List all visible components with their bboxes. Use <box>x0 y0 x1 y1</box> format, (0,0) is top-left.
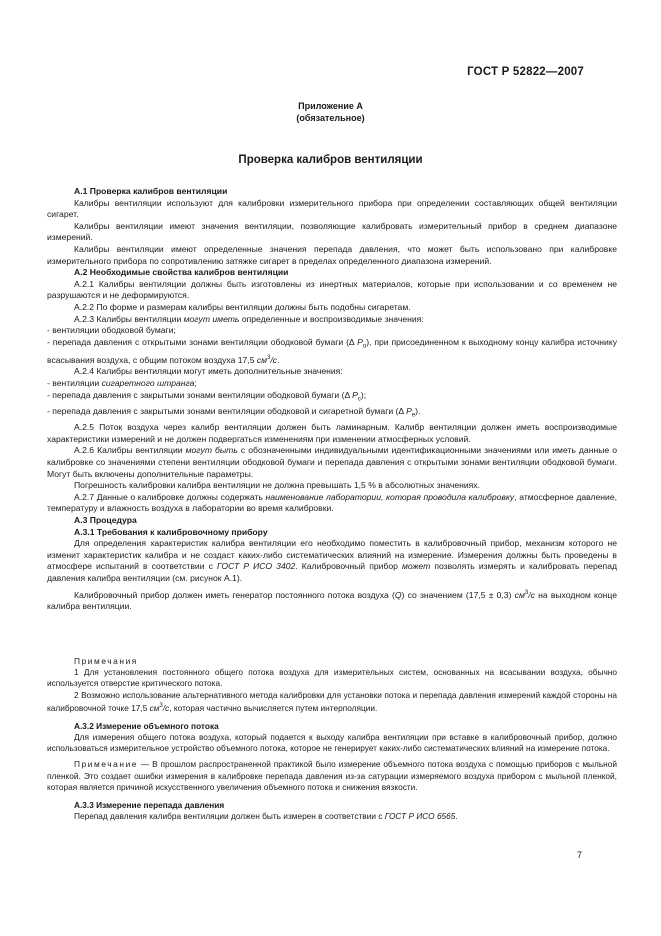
paragraph: Калибровочный прибор должен иметь генератор постоянного потока воздуха (Q) со значением (17,5 ± 0,3) $см^3/с$ на выходном конце калибра вентиляции. <box>47 589 617 612</box>
clause-a26: А.2.6 Калибры вентиляции могут быть с обозначенными индивидуальными идентификационными значениями или иметь данные о калибровке со значениями степени вентиляции ободковой бумаги и перепада давления с открытыми зонами вентиляции ободковой бумаги. Могут быть включены дополнительные параметры. <box>47 445 617 479</box>
a32-note: Примечание — В прошлом распространенной практикой было измерение объемного потока воздуха с помощью приборов с мыльной пленкой. Это создает ошибки измерения в калибровке перепада давления из-за сатурации измеряемого воздуха прибором с мыльной пленкой, которая является причиной искусственного увеличения объемного потока и снижения вязкости. <box>47 759 617 792</box>
text-block-1 <box>47 186 617 613</box>
note-1: 1 Для установления постоянного общего потока воздуха для измерительных систем, основанных на всасывании воздуха, обычно используется отверстие критического потока. <box>47 667 617 689</box>
section-a1-heading: А.1 Проверка калибров вентиляции <box>74 186 228 196</box>
paragraph: Перепад давления калибра вентиляции должен быть измерен в соответствии с ГОСТ Р ИСО 6565. <box>74 811 458 822</box>
section-a31-heading: А.3.1 Требования к калибровочному прибору <box>74 526 268 537</box>
appendix-title: Приложение А <box>298 101 363 111</box>
section-a2-heading: А.2 Необходимые свойства калибров вентиляции <box>74 267 289 278</box>
clause-a27: А.2.7 Данные о калибровке должны содержать наименование лаборатории, которая проводила калибровку, атмосферное давление, температуру и влажность воздуха в лаборатории во время калибровки. <box>47 491 617 514</box>
list-item: - перепада давления с закрытыми зонами вентиляции ободковой и сигаретной бумаги (Δ $P_e$). <box>47 405 421 419</box>
section-a32-heading: А.3.2 Измерение объемного потока <box>74 720 219 731</box>
section-a3-heading: А.3 Процедура <box>74 515 137 526</box>
paragraph: Для измерения общего потока воздуха, который подается к выходу калибра вентиляции при вставке в калибровочный прибор, должно использоваться измерительное устройство объемного потока, которое не генерирует каких-либо систематических влияний на измерение потока. <box>47 731 617 754</box>
clause-a21: А.2.1 Калибры вентиляции должны быть изготовлены из инертных материалов, которые при использовании и со временем не разрушаются и не деформируются. <box>47 278 617 301</box>
note-2: 2 Возможно использование альтернативного метода калибровки для установки потока и перепада давления измерений каждой стороны на калибровочной точке 17,5 $см^3/с$, которая частично вычисляется путем интерполяции. <box>47 689 617 713</box>
clause-a24: А.2.4 Калибры вентиляции могут иметь дополнительные значения: <box>74 366 343 377</box>
clause-a23: А.2.3 Калибры вентиляции могут иметь определенные и воспроизводимые значения: <box>74 313 424 324</box>
document-code: ГОСТ Р 52822—2007 <box>467 66 584 78</box>
main-title: Проверка калибров вентиляции <box>238 154 423 166</box>
page-number: 7 <box>576 850 582 860</box>
list-item: - перепада давления с открытыми зонами вентиляции ободковой бумаги (Δ $P_o$), при присоединенном к выходному концу калибра источнику всасывания воздуха, с общим потоком воздуха 17,5 $см^3/с$. <box>47 336 617 365</box>
paragraph: Калибры вентиляции имеют значения вентиляции, позволяющие калибровать измерительный прибор в среднем диапазоне измерений. <box>47 220 617 243</box>
paragraph: Калибры вентиляции используют для калибровки измерительного прибора при определении составляющих общей вентиляции сигарет. <box>47 197 617 220</box>
appendix-status: (обязательное) <box>296 113 365 123</box>
list-item: - вентиляции ободковой бумаги; <box>47 325 176 336</box>
paragraph: Для определения характеристик калибра вентиляции его необходимо поместить в калибровочный прибор, механизм которого не изменит характеристик калибра и не создаст каких-либо систематических влияний на измерение. Измерения должны быть проведены в атмосфере испытаний в соответствии с ГОСТ Р ИСО 3402. Калибровочный прибор может позволять измерять и калибровать перепад давления калибра вентиляции (см. рисунок А.1). <box>47 538 618 584</box>
clause-a22: А.2.2 По форме и размерам калибры вентиляции должны быть подобны сигаретам. <box>74 301 411 312</box>
paragraph: Калибры вентиляции имеют определенные значения перепада давления, что может быть использовано при калибровке измерительного прибора по сопротивлению затяжке сигарет в пределах определенного диапазона измерений. <box>47 243 617 266</box>
text-block-2 <box>47 656 617 822</box>
list-item: - перепада давления с закрытыми зонами вентиляции ободковой бумаги (Δ $P_c$); <box>47 389 367 403</box>
section-a33-heading: А.3.3 Измерение перепада давления <box>74 800 225 810</box>
clause-a25: А.2.5 Поток воздуха через калибр вентиляции должен быть ламинарным. Калибр вентиляции должен иметь воспроизводимые характеристики измерений и не должен подвергаться изменениям при изменении атмосферных условий. <box>47 422 617 444</box>
paragraph: Погрешность калибровки калибра вентиляции не должна превышать 1,5 % в абсолютных значениях. <box>74 480 480 491</box>
list-item: - вентиляции сигаретного штранга; <box>47 378 197 389</box>
notes-title: Примечания <box>74 656 138 666</box>
